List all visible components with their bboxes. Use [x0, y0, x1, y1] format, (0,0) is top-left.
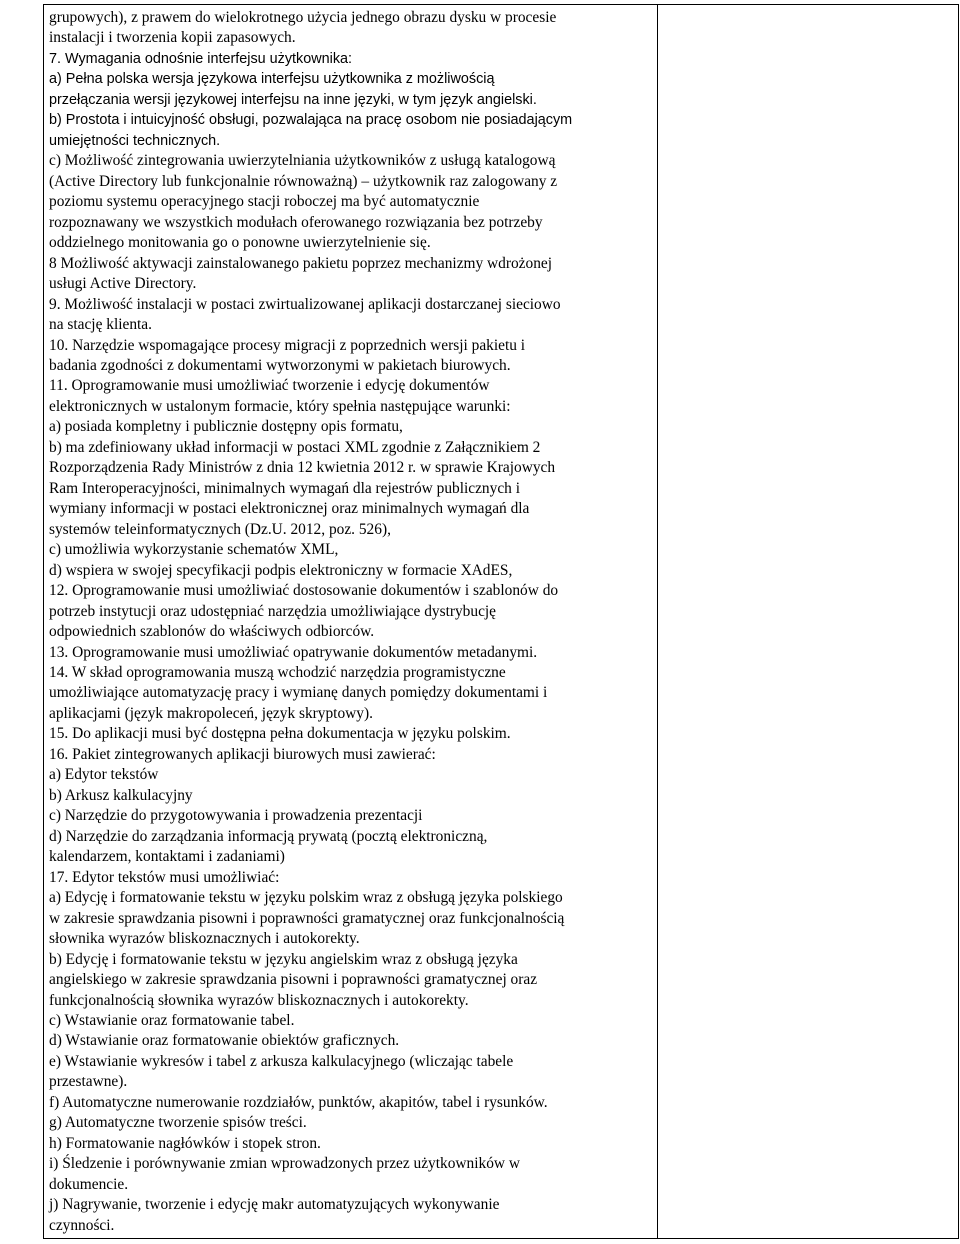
document-line: c) umożliwia wykorzystanie schematów XML,: [49, 541, 339, 559]
document-line: d) Wstawianie oraz formatowanie obiektów graficznych.: [49, 1032, 400, 1050]
document-line: c) Wstawianie oraz formatowanie tabel.: [49, 1011, 295, 1029]
document-line: słownika wyrazów bliskoznacznych i autokorekty.: [49, 930, 360, 948]
document-line: 11. Oprogramowanie musi umożliwiać tworzenie i edycję dokumentów: [49, 377, 490, 395]
document-line: dokumencie.: [49, 1175, 129, 1193]
document-line: 13. Oprogramowanie musi umożliwiać opatrywanie dokumentów metadanymi.: [49, 643, 538, 661]
document-line: na stację klienta.: [49, 316, 152, 334]
document-line: a) posiada kompletny i publicznie dostępny opis formatu,: [49, 418, 403, 436]
column-divider: [657, 5, 658, 1238]
document-line: instalacji i tworzenia kopii zapasowych.: [49, 29, 296, 47]
document-line: wymiany informacji w postaci elektronicznej oraz minimalnych wymagań dla: [49, 500, 530, 518]
requirements-table: [43, 4, 959, 1239]
document-line: h) Formatowanie nagłówków i stopek stron.: [49, 1134, 321, 1152]
document-line: a) Pełna polska wersja językowa interfejsu użytkownika z możliwością: [49, 71, 495, 88]
document-line: poziomu systemu operacyjnego stacji roboczej ma być automatycznie: [49, 193, 480, 211]
document-line: usługi Active Directory.: [49, 275, 197, 293]
document-line: b) ma zdefiniowany układ informacji w postaci XML zgodnie z Załącznikiem 2: [49, 438, 541, 456]
document-line: funkcjonalnością słownika wyrazów bliskoznacznych i autokorekty.: [49, 991, 469, 1009]
document-line: g) Automatyczne tworzenie spisów treści.: [49, 1114, 307, 1132]
document-line: rozpoznawany we wszystkich modułach oferowanego rozwiązania bez potrzeby: [49, 213, 543, 231]
document-line: kalendarzem, kontaktami i zadaniami): [49, 848, 285, 866]
document-line: 9. Możliwość instalacji w postaci zwirtualizowanej aplikacji dostarczanej sieciowo: [49, 295, 561, 313]
document-line: 16. Pakiet zintegrowanych aplikacji biurowych musi zawierać:: [49, 745, 436, 763]
document-line: e) Wstawianie wykresów i tabel z arkusza kalkulacyjnego (wliczając tabele: [49, 1052, 514, 1070]
document-line: b) Prostota i intuicyjność obsługi, pozwalająca na pracę osobom nie posiadającym: [49, 112, 573, 129]
document-line: przełączania wersji językowej interfejsu na inne języki, w tym język angielski.: [49, 91, 537, 108]
document-line: 12. Oprogramowanie musi umożliwiać dostosowanie dokumentów i szablonów do: [49, 582, 559, 600]
document-line: angielskiego w zakresie sprawdzania pisowni i poprawności gramatycznej oraz: [49, 971, 538, 989]
document-line: przestawne).: [49, 1073, 128, 1091]
document-line: i) Śledzenie i porównywanie zmian wprowadzonych przez użytkowników w: [49, 1155, 520, 1173]
document-line: d) Narzędzie do zarządzania informacją prywatą (pocztą elektroniczną,: [49, 827, 488, 845]
document-line: a) Edytor tekstów: [49, 766, 159, 784]
document-line: 10. Narzędzie wspomagające procesy migracji z poprzednich wersji pakietu i: [49, 336, 526, 354]
document-line: b) Edycję i formatowanie tekstu w języku angielskim wraz z obsługą języka: [49, 950, 518, 968]
document-line: 8 Możliwość aktywacji zainstalowanego pakietu poprzez mechanizmy wdrożonej: [49, 254, 553, 272]
document-line: umożliwiające automatyzację pracy i wymianę danych pomiędzy dokumentami i: [49, 684, 548, 702]
document-line: czynności.: [49, 1216, 115, 1234]
document-line: badania zgodności z dokumentami wytworzonymi w pakietach biurowych.: [49, 356, 511, 374]
document-line: elektronicznych w ustalonym formacie, który spełnia następujące warunki:: [49, 397, 511, 415]
document-line: aplikacjami (język makropoleceń, język skryptowy).: [49, 704, 373, 722]
document-line: umiejętności technicznych.: [49, 132, 221, 149]
document-line: potrzeb instytucji oraz udostępniać narzędzia umożliwiające dystrybucję: [49, 602, 497, 620]
document-line: 14. W skład oprogramowania muszą wchodzić narzędzia programistyczne: [49, 664, 506, 681]
document-line: odpowiednich szablonów do właściwych odbiorców.: [49, 623, 375, 641]
document-line: systemów teleinformatycznych (Dz.U. 2012, poz. 526),: [49, 520, 391, 538]
document-line: Ram Interoperacyjności, minimalnych wymagań dla rejestrów publicznych i: [49, 479, 520, 497]
document-line: d) wspiera w swojej specyfikacji podpis elektroniczny w formacie XAdES,: [49, 561, 513, 579]
document-line: 7. Wymagania odnośnie interfejsu użytkownika:: [49, 50, 353, 67]
document-line: grupowych), z prawem do wielokrotnego użycia jednego obrazu dysku w procesie: [49, 9, 557, 26]
document-line: 17. Edytor tekstów musi umożliwiać:: [49, 868, 280, 886]
document-line: c) Narzędzie do przygotowywania i prowadzenia prezentacji: [49, 807, 423, 825]
document-line: w zakresie sprawdzania pisowni i poprawności gramatycznej oraz funkcjonalnością: [49, 909, 565, 927]
document-line: c) Możliwość zintegrowania uwierzytelniania użytkowników z usługą katalogową: [49, 152, 556, 170]
document-line: f) Automatyczne numerowanie rozdziałów, punktów, akapitów, tabel i rysunków.: [49, 1093, 548, 1111]
requirements-text-cell: [49, 8, 649, 1236]
document-line: (Active Directory lub funkcjonalnie równoważną) – użytkownik raz zalogowany z: [49, 172, 558, 190]
document-line: b) Arkusz kalkulacyjny: [49, 786, 193, 804]
document-line: Rozporządzenia Rady Ministrów z dnia 12 kwietnia 2012 r. w sprawie Krajowych: [49, 459, 556, 477]
document-line: oddzielnego monitowania go o ponowne uwierzytelnienie się.: [49, 234, 431, 252]
document-line: j) Nagrywanie, tworzenie i edycję makr automatyzujących wykonywanie: [49, 1196, 500, 1214]
document-line: 15. Do aplikacji musi być dostępna pełna dokumentacja w języku polskim.: [49, 725, 511, 743]
document-line: a) Edycję i formatowanie tekstu w języku polskim wraz z obsługą języka polskiego: [49, 889, 563, 907]
